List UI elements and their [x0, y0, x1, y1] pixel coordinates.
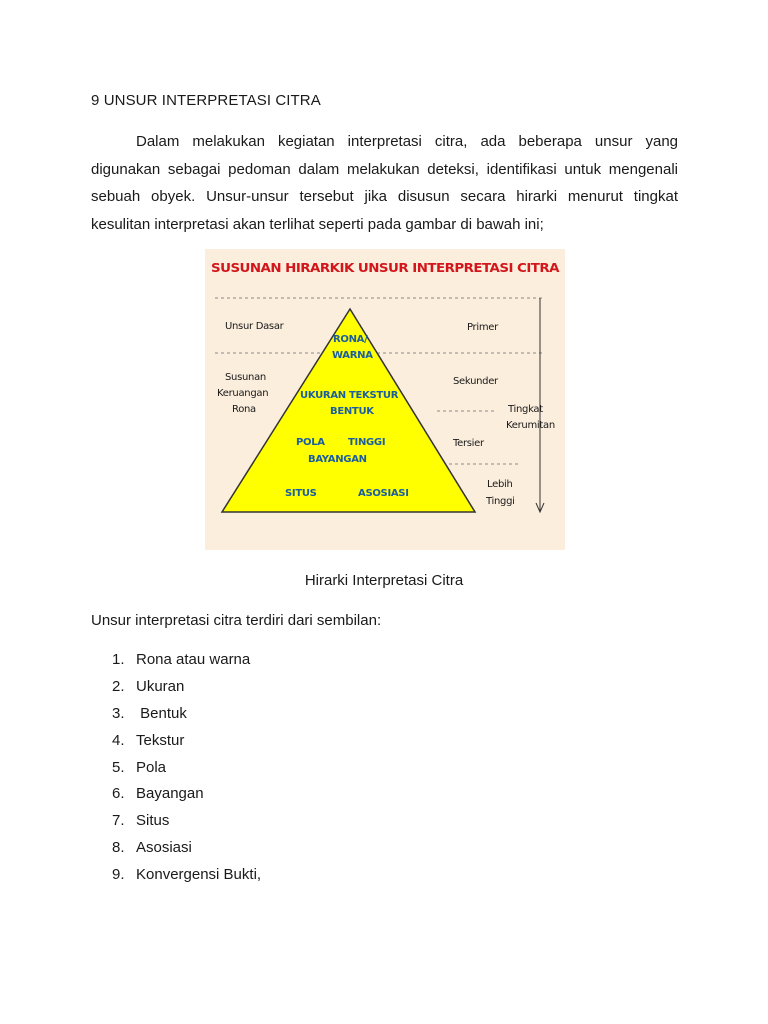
list-item	[112, 866, 261, 893]
pyramid-pola: POLA	[296, 437, 325, 448]
list-item	[112, 812, 261, 839]
list-text: Tekstur	[136, 731, 185, 749]
list-number: 3.	[112, 704, 125, 722]
label-tingkat: Tingkat	[508, 404, 543, 415]
list-text: Bayangan	[136, 785, 204, 803]
list-text: Konvergensi Bukti,	[136, 866, 262, 884]
pyramid-situs: SITUS	[285, 488, 317, 499]
pyramid-warna: WARNA	[332, 350, 373, 361]
list-number: 4.	[112, 731, 125, 749]
list-text: Situs	[136, 812, 170, 830]
pyramid-bayangan: BAYANGAN	[308, 454, 367, 465]
list-item	[112, 678, 261, 705]
label-tersier: Tersier	[453, 438, 484, 449]
label-primer: Primer	[467, 322, 498, 333]
list-number: 5.	[112, 758, 125, 776]
label-lebih: Lebih	[487, 479, 513, 490]
pyramid-asosiasi: ASOSIASI	[358, 488, 409, 499]
hierarchy-diagram	[205, 249, 565, 550]
list-number: 2.	[112, 677, 125, 695]
figure-caption: Hirarki Interpretasi Citra	[304, 572, 464, 589]
list-item	[112, 759, 261, 786]
list-number: 6.	[112, 785, 125, 803]
list-item	[112, 705, 261, 732]
pyramid-bentuk: BENTUK	[330, 406, 374, 417]
list-text: Pola	[136, 758, 167, 776]
label-sekunder: Sekunder	[453, 376, 498, 387]
label-tinggi-right: Tinggi	[486, 496, 515, 507]
list-number: 9.	[112, 866, 125, 884]
hierarchy-figure	[205, 249, 565, 550]
list-item	[112, 732, 261, 759]
pyramid-tinggi: TINGGI	[348, 437, 386, 448]
label-susunan: Susunan	[225, 372, 266, 383]
list-item	[112, 651, 261, 678]
intro-paragraph: Dalam melakukan kegiatan interpretasi citra, ada beberapa unsur yang digunakan sebagai pedoman dalam melakukan deteksi, identifikasi untuk mengenali sebuah obyek. Unsur-unsur tersebut jika disusun secara hirarki menurut tingkat kesulitan interpretasi akan terlihat seperti pada gambar di bawah ini;	[91, 133, 678, 233]
list-item	[112, 785, 261, 812]
elements-list	[112, 651, 261, 893]
pyramid-rona: RONA/	[333, 334, 368, 345]
label-rona-left: Rona	[232, 404, 256, 415]
section-heading: 9 UNSUR INTERPRETASI CITRA	[91, 92, 321, 109]
figure-title: SUSUNAN HIRARKIK UNSUR INTERPRETASI CITRA	[211, 260, 560, 275]
label-keruangan: Keruangan	[217, 388, 269, 399]
list-intro: Unsur interpretasi citra terdiri dari sembilan:	[91, 612, 382, 629]
pyramid-ukuran-tekstur: UKURAN TEKSTUR	[300, 390, 399, 401]
list-number: 1.	[112, 651, 125, 668]
list-text: Rona atau warna	[136, 651, 251, 668]
label-kerumitan: Kerumitan	[506, 420, 555, 431]
list-number: 8.	[112, 839, 125, 857]
list-text: Ukuran	[136, 677, 185, 695]
label-unsur-dasar: Unsur Dasar	[225, 321, 284, 332]
list-text: Asosiasi	[136, 839, 192, 857]
list-item	[112, 839, 261, 866]
list-number: 7.	[112, 812, 125, 830]
list-text: Bentuk	[136, 704, 187, 722]
